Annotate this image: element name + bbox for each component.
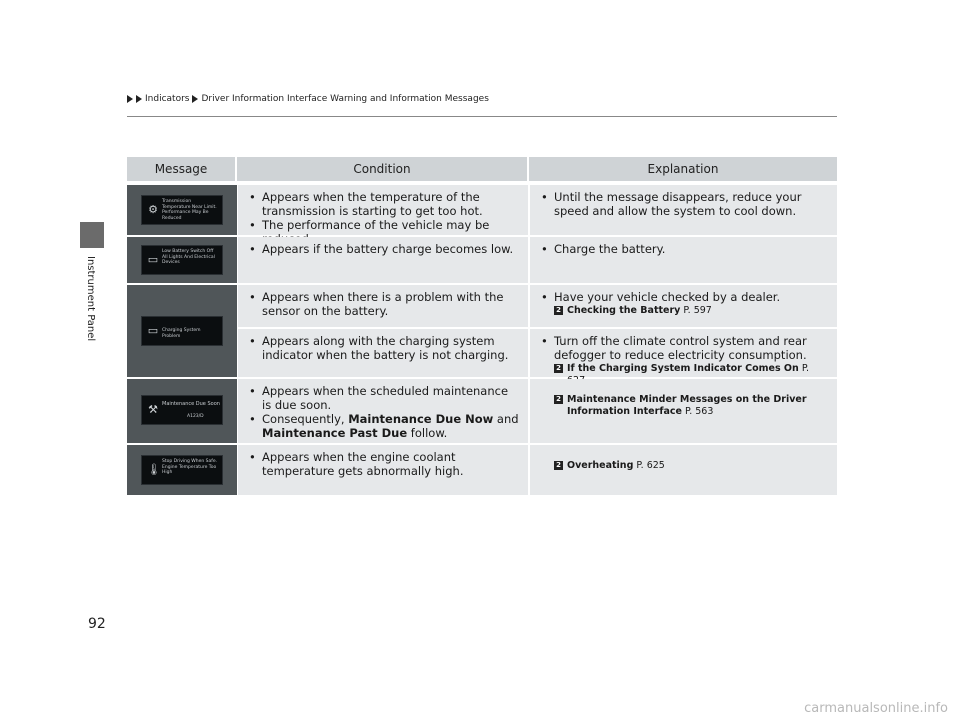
page-reference[interactable]: 2 If the Charging System Indicator Comes On P. [538, 363, 829, 387]
reference-arrow-icon: 2 [554, 364, 563, 373]
section-tab [80, 222, 104, 248]
message-image-cell [127, 185, 237, 235]
breadcrumb-item[interactable]: Indicators [145, 94, 190, 104]
messages-table [127, 157, 837, 478]
message-image-cell [127, 285, 237, 377]
reference-arrow-icon: 2 [554, 306, 563, 315]
page-reference[interactable]: 2 Maintenance Minder Messages on the Driver Information Interface P. 563 [538, 394, 829, 418]
column-header-message: Message [127, 157, 237, 181]
display-screen: ▭ Low Battery Switch Off All Lights And Electrical Devices [141, 245, 223, 275]
explanation-cell: • Have your vehicle checked by a dealer. 2 Checking the Battery P. 597 [530, 285, 837, 327]
reference-arrow-icon: 2 [554, 461, 563, 470]
page-number: 92 [88, 616, 106, 632]
side-label: Instrument Panel [85, 256, 96, 342]
display-screen: ⚒ Maintenance Due Soon A123/D [141, 395, 223, 425]
breadcrumb-arrow-icon [192, 95, 198, 103]
table-header [127, 157, 837, 181]
message-image-cell [127, 445, 237, 495]
page-reference[interactable]: 2 Checking the Battery P. 597 [538, 305, 829, 317]
explanation-cell [530, 379, 837, 443]
condition-cell: • Appears when the temperature of the transmission is starting to get too hot. • The performance of the vehicle may be [238, 185, 528, 235]
condition-cell: • Appears when there is a problem with the sensor on the battery. [238, 285, 528, 327]
condition-cell: • Appears along with the charging system indicator when the battery is not charging. [238, 329, 528, 377]
column-header-condition: Condition [237, 157, 529, 181]
battery-icon: ▭ [147, 253, 159, 266]
condition-cell: • Appears when the scheduled maintenance is due soon. • Consequently, Maintenance Due Now and Maintenance Past Due follow. [238, 379, 528, 443]
display-screen: 🌡 Stop Driving When Safe. Engine Temperature Too High [141, 455, 223, 485]
breadcrumb-item[interactable]: Driver Information Interface Warning and Information Messages [201, 94, 489, 104]
explanation-cell: • Turn off the climate control system and rear defogger to reduce electricity consumption. 2 If the Charging System Indicator Comes On P. [530, 329, 837, 377]
display-screen: ⚙ Transmission Temperature Near Limit. Performance May Be Reduced [141, 195, 223, 225]
explanation-cell: • Until the message disappears, reduce your speed and allow the system to cool down. [530, 185, 837, 235]
breadcrumb-arrow-icon [136, 95, 142, 103]
condition-cell: • Appears if the battery charge becomes low. [238, 237, 528, 283]
condition-cell: • Appears when the engine coolant temperature gets abnormally high. [238, 445, 528, 495]
breadcrumb [127, 94, 489, 104]
message-image-cell [127, 379, 237, 443]
watermark: carmanualsonline.info [804, 701, 948, 716]
display-screen: ▭ Charging System Problem [141, 316, 223, 346]
coolant-temperature-icon: 🌡 [147, 463, 161, 476]
gear-warning-icon: ⚙ [148, 203, 158, 216]
breadcrumb-arrow-icon [127, 95, 133, 103]
wrench-icon: ⚒ [148, 403, 158, 416]
column-header-explanation: Explanation [529, 157, 837, 181]
reference-arrow-icon: 2 [554, 395, 563, 404]
page-reference[interactable]: 2 Overheating P. 625 [538, 460, 829, 472]
battery-icon: ▭ [147, 324, 159, 337]
explanation-cell: • Charge the battery. [530, 237, 837, 283]
message-image-cell [127, 237, 237, 283]
header-rule [127, 116, 837, 117]
explanation-cell [530, 445, 837, 495]
